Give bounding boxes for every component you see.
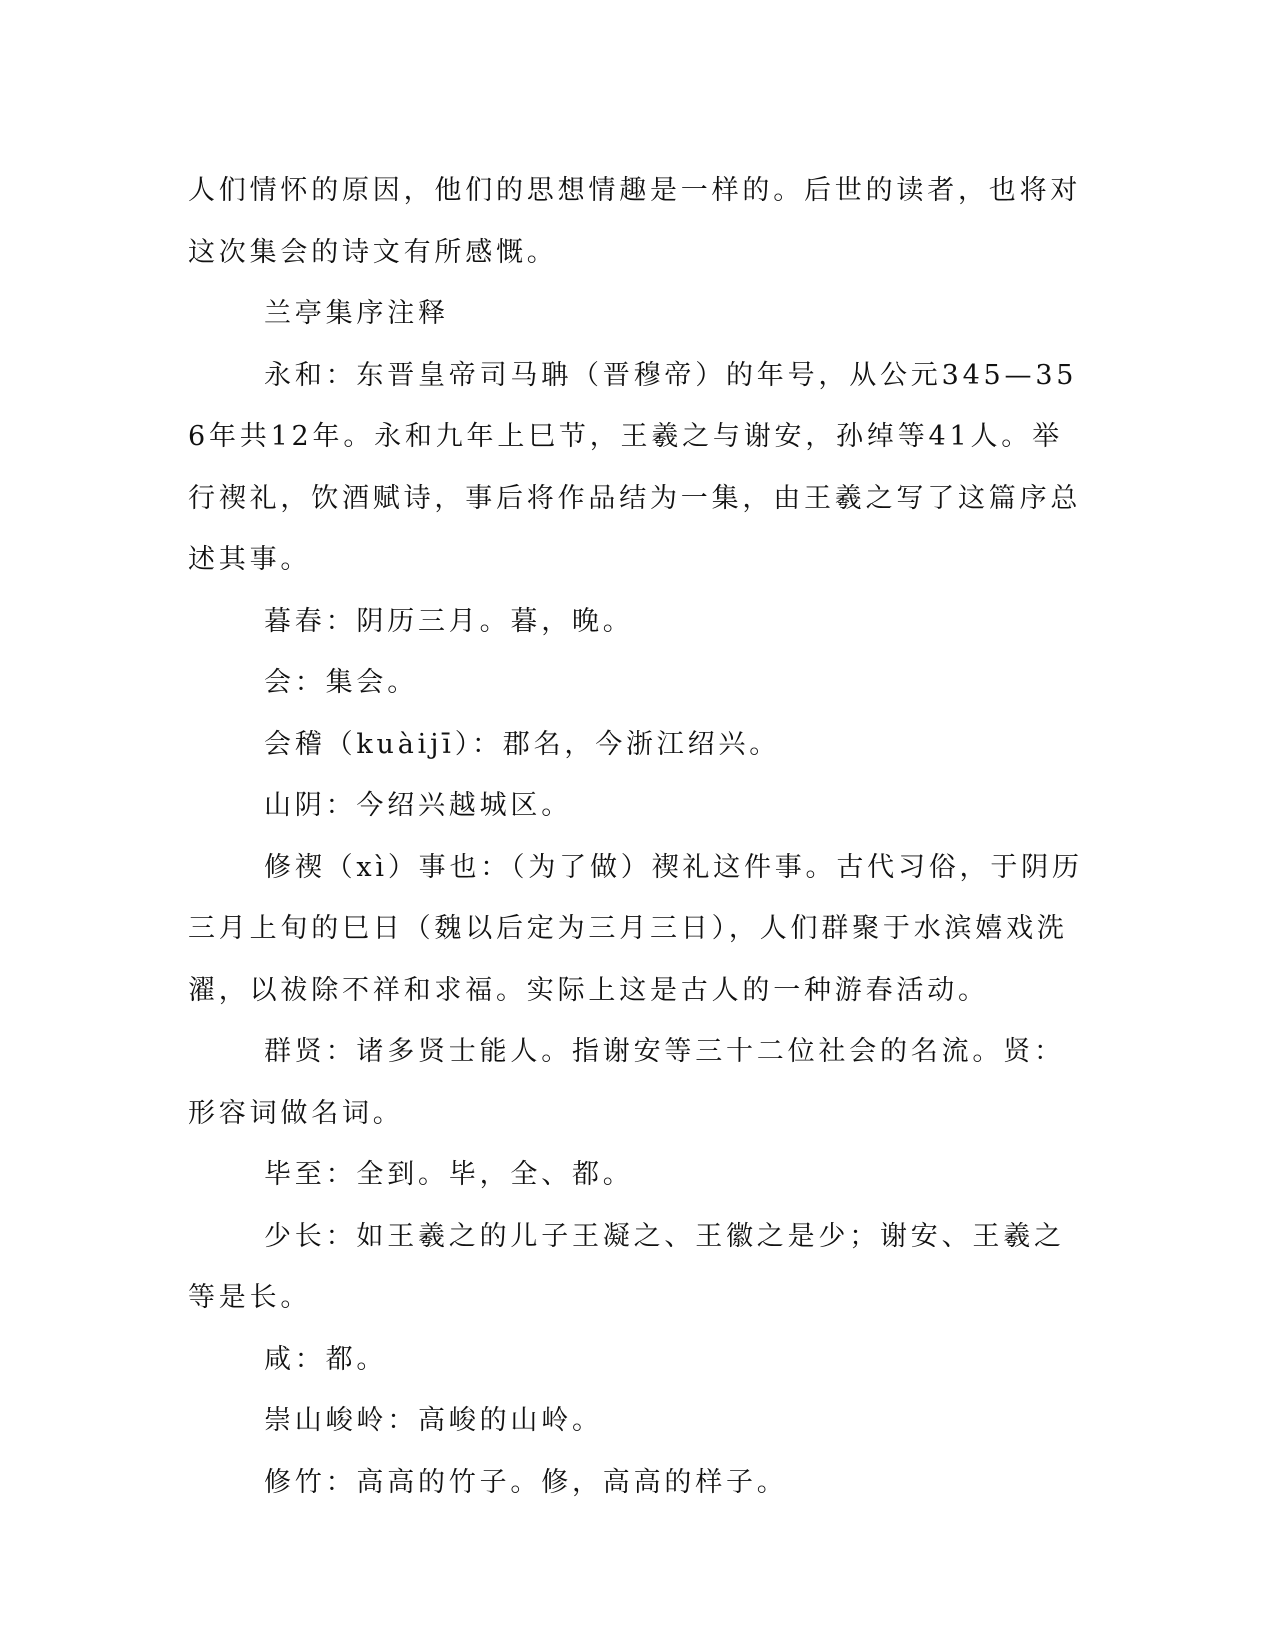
note-xiuzhu: 修竹：高高的竹子。修，高高的样子。 <box>264 1466 788 1498</box>
note-kuaiji: 会稽（kuàijī）：郡名，今浙江绍兴。 <box>264 728 780 760</box>
document-body <box>188 160 1088 1513</box>
note-yonghe: 永和：东晋皇帝司马聃（晋穆帝）的年号，从公元345—356年共12年。永和九年上巳节，王羲之与谢安，孙绰等41人。举行禊礼，饮酒赋诗，事后将作品结为一集，由王羲之写了这篇序总述其事。 <box>188 359 1082 575</box>
note-xian: 咸：都。 <box>264 1343 388 1375</box>
note-qunxian: 群贤：诸多贤士能人。指谢安等三十二位社会的名流。贤：形容词做名词。 <box>188 1036 1065 1129</box>
note-muchun: 暮春：阴历三月。暮，晚。 <box>264 605 634 637</box>
note-shaozhang: 少长：如王羲之的儿子王凝之、王徽之是少；谢安、王羲之等是长。 <box>188 1220 1065 1313</box>
note-bizhi: 毕至：全到。毕，全、都。 <box>264 1159 634 1190</box>
note-xiuxi: 修禊（xì）事也：（为了做）禊礼这件事。古代习俗，于阴历三月上旬的巳日（魏以后定为三月三日），人们群聚于水滨嬉戏洗濯，以祓除不祥和求福。实际上这是古人的一种游春活动。 <box>188 851 1083 1006</box>
paragraph-continuation: 人们情怀的原因，他们的思想情趣是一样的。后世的读者，也将对这次集会的诗文有所感慨。 <box>188 175 1082 268</box>
note-chongshan: 崇山峻岭：高峻的山岭。 <box>264 1405 603 1436</box>
note-shanyin: 山阴：今绍兴越城区。 <box>264 790 572 821</box>
section-heading: 兰亭集序注释 <box>264 298 449 329</box>
note-hui: 会：集会。 <box>264 667 418 698</box>
